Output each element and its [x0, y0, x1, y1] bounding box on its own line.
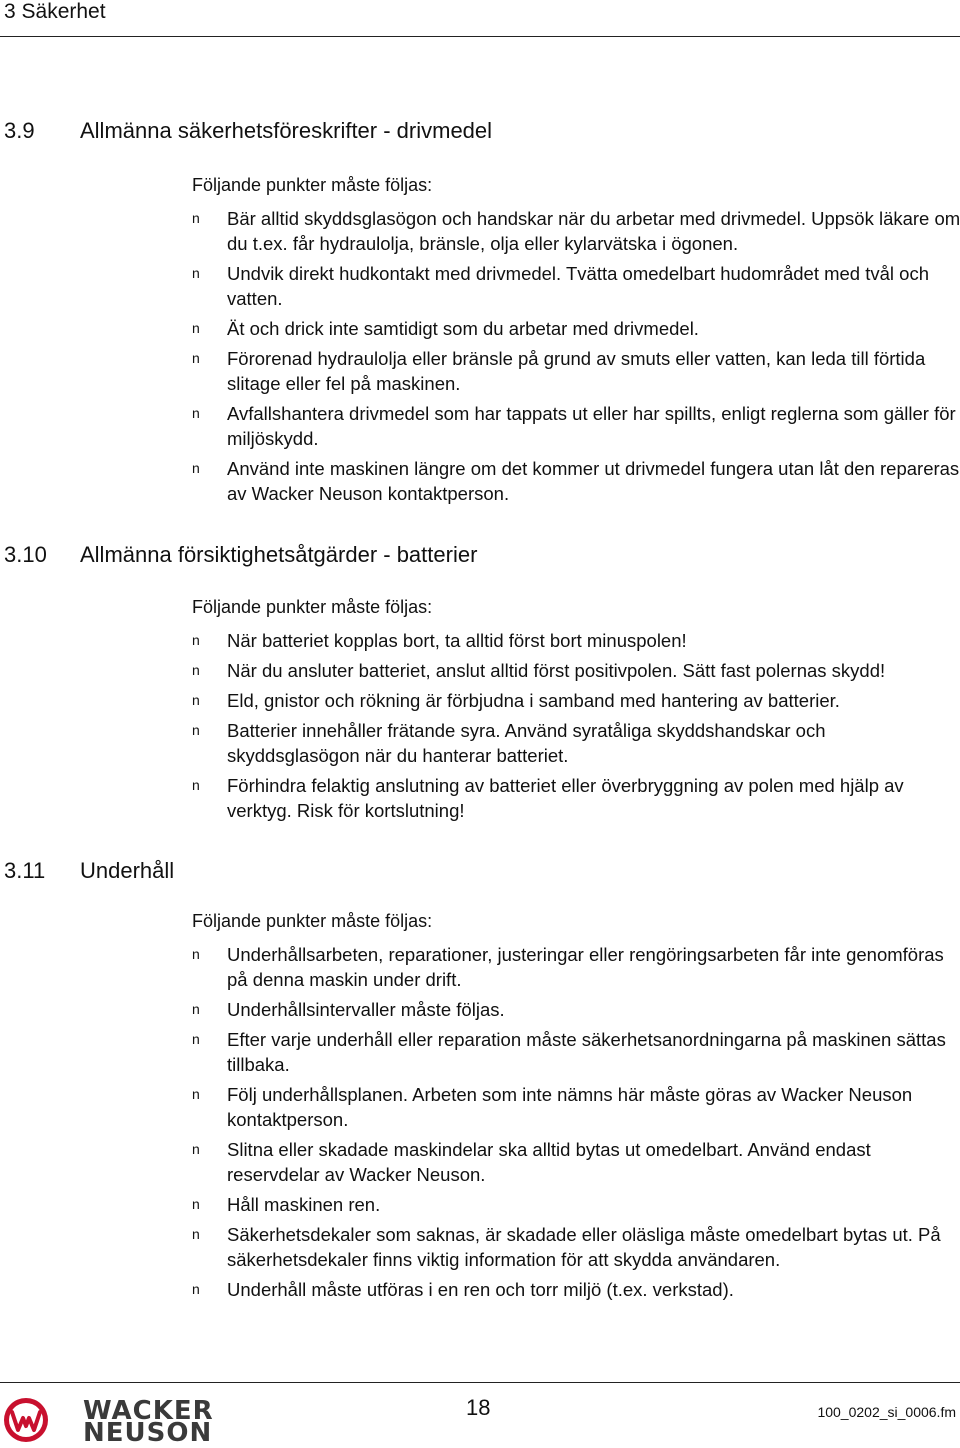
list-item — [192, 1137, 960, 1187]
section-title: Allmänna säkerhetsföreskrifter - drivmedel — [80, 118, 493, 143]
list-item — [192, 456, 960, 506]
list-item-text: Bär alltid skyddsglasögon och handskar när du arbetar med drivmedel. Uppsök läkare om du t.ex. får hydraulolja, bränsle, olja eller kylarvätska i ögonen. — [227, 208, 960, 254]
list-item-text: Underhållsintervaller måste följas. — [227, 999, 505, 1020]
section-heading-3-9 — [4, 117, 492, 145]
bullet-marker-icon: n — [192, 692, 200, 708]
bullet-marker-icon: n — [192, 460, 200, 476]
list-item-text: Använd inte maskinen längre om det kommer ut drivmedel fungera utan låt den repareras av Wacker Neuson kontaktperson. — [227, 458, 960, 504]
list-item-text: Förhindra felaktig anslutning av batteriet eller överbryggning av polen med hjälp av verktyg. Risk för kortslutning! — [227, 775, 904, 821]
company-logo-text — [83, 1396, 214, 1448]
list-item-text: Slitna eller skadade maskindelar ska alltid bytas ut omedelbart. Använd endast reservdelar av Wacker Neuson. — [227, 1139, 871, 1185]
section-title: Underhåll — [80, 858, 175, 883]
bullet-marker-icon: n — [192, 405, 200, 421]
list-item-text: Eld, gnistor och rökning är förbjudna i samband med hantering av batterier. — [227, 690, 840, 711]
wacker-neuson-logo-icon — [2, 1396, 50, 1444]
section-number: 3.10 — [4, 542, 47, 567]
logo-line-1: WACKER — [83, 1396, 214, 1426]
bullet-marker-icon: n — [192, 210, 200, 226]
list-item — [192, 718, 960, 768]
list-item — [192, 261, 960, 311]
list-item — [192, 773, 960, 823]
list-item-text: Ät och drick inte samtidigt som du arbetar med drivmedel. — [227, 318, 699, 339]
list-item — [192, 316, 960, 341]
list-item-text: Batterier innehåller frätande syra. Använd syratåliga skyddshandskar och skyddsglasögon när du hanterar batteriet. — [227, 720, 826, 766]
list-item — [192, 1027, 960, 1077]
bullet-marker-icon: n — [192, 1031, 200, 1047]
logo-line-2: NEUSON — [83, 1418, 213, 1448]
list-item — [192, 1277, 960, 1302]
list-item — [192, 1082, 960, 1132]
list-item — [192, 658, 960, 683]
list-item-text: Säkerhetsdekaler som saknas, är skadade eller oläsliga måste omedelbart bytas ut. På säkerhetsdekaler finns viktig information för att skydda användaren. — [227, 1224, 941, 1270]
section-number: 3.9 — [4, 118, 35, 143]
bullet-marker-icon: n — [192, 320, 200, 336]
bullet-marker-icon: n — [192, 1141, 200, 1157]
section-heading-3-10 — [4, 541, 477, 569]
bullet-marker-icon: n — [192, 1226, 200, 1242]
list-item — [192, 688, 960, 713]
list-item-text: Efter varje underhåll eller reparation måste säkerhetsanordningarna på maskinen sättas tillbaka. — [227, 1029, 946, 1075]
section-intro: Följande punkter måste följas: — [192, 911, 433, 931]
list-item — [192, 346, 960, 396]
bullet-marker-icon: n — [192, 350, 200, 366]
list-item-text: När du ansluter batteriet, anslut alltid först positivpolen. Sätt fast polernas skydd! — [227, 660, 886, 681]
header-divider — [0, 36, 960, 37]
section-title: Allmänna försiktighetsåtgärder - batterier — [80, 542, 478, 567]
bullet-marker-icon: n — [192, 722, 200, 738]
list-item — [192, 1192, 960, 1217]
bullet-marker-icon: n — [192, 632, 200, 648]
list-item-text: Följ underhållsplanen. Arbeten som inte nämns här måste göras av Wacker Neuson kontaktperson. — [227, 1084, 913, 1130]
page-number: 18 — [466, 1395, 491, 1420]
list-item-text: Undvik direkt hudkontakt med drivmedel. Tvätta omedelbart hudområdet med tvål och vatten. — [227, 263, 929, 309]
bullet-marker-icon: n — [192, 1196, 200, 1212]
list-item-text: Avfallshantera drivmedel som har tappats ut eller har spillts, enligt reglerna som gäller för miljöskydd. — [227, 403, 956, 449]
list-item — [192, 401, 960, 451]
bullet-marker-icon: n — [192, 1281, 200, 1297]
list-item — [192, 942, 960, 992]
bullet-marker-icon: n — [192, 265, 200, 281]
bullet-marker-icon: n — [192, 1086, 200, 1102]
chapter-title: 3 Säkerhet — [4, 0, 106, 23]
list-item-text: Förorenad hydraulolja eller bränsle på grund av smuts eller vatten, kan leda till förtida slitage eller fel på maskinen. — [227, 348, 926, 394]
list-item-text: Underhåll måste utföras i en ren och torr miljö (t.ex. verkstad). — [227, 1279, 734, 1300]
section-intro: Följande punkter måste följas: — [192, 597, 433, 617]
section-intro: Följande punkter måste följas: — [192, 175, 433, 195]
list-item-text: När batteriet kopplas bort, ta alltid först bort minuspolen! — [227, 630, 687, 651]
list-item — [192, 997, 960, 1022]
list-item — [192, 206, 960, 256]
list-item-text: Håll maskinen ren. — [227, 1194, 381, 1215]
list-item — [192, 1222, 960, 1272]
bullet-marker-icon: n — [192, 662, 200, 678]
bullet-marker-icon: n — [192, 777, 200, 793]
section-heading-3-11 — [4, 857, 174, 885]
list-item-text: Underhållsarbeten, reparationer, justeringar eller rengöringsarbeten får inte genomföras på denna maskin under drift. — [227, 944, 944, 990]
bullet-marker-icon: n — [192, 946, 200, 962]
bullet-list — [192, 206, 960, 511]
bullet-list — [192, 942, 960, 1307]
footer-divider — [0, 1382, 960, 1383]
chapter-header — [0, 0, 960, 40]
list-item — [192, 628, 960, 653]
bullet-marker-icon: n — [192, 1001, 200, 1017]
section-number: 3.11 — [4, 858, 46, 883]
bullet-list — [192, 628, 960, 828]
document-code: 100_0202_si_0006.fm — [817, 1404, 956, 1420]
